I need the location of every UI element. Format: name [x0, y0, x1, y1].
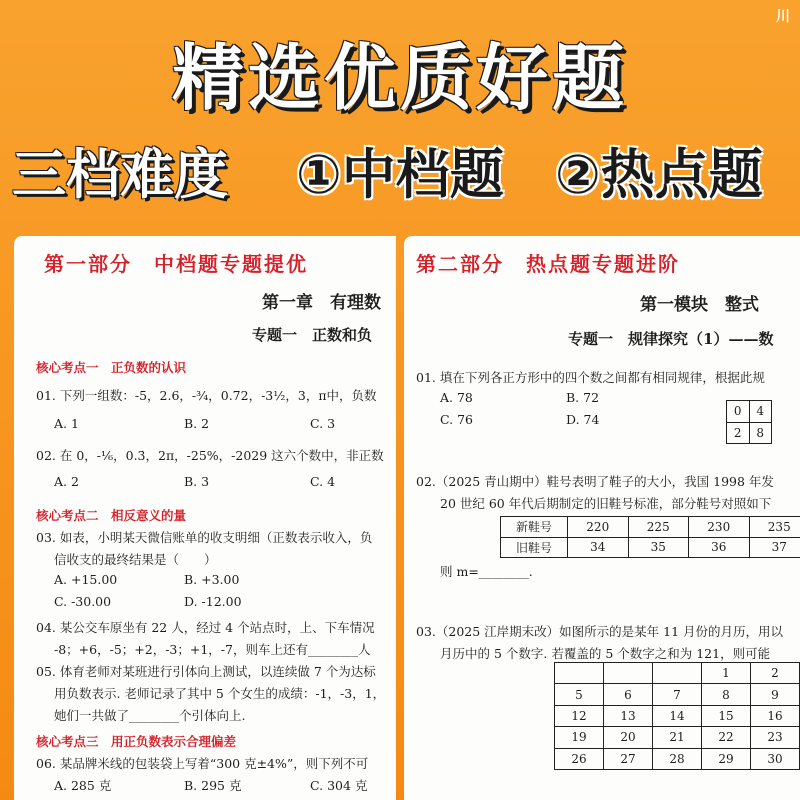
option: B. 3	[184, 474, 210, 489]
table-cell: 37	[749, 537, 800, 558]
calendar-day	[604, 663, 653, 684]
tier-medium-label: ①中档题	[296, 143, 504, 206]
question-text: 05. 体育老师对某班进行引体向上测试，以连续做 7 个为达标	[36, 664, 376, 679]
question-text: 02. 在 0，-⅙，0.3̇，2π，-25%，-2029 这六个数中，非正数	[36, 448, 384, 463]
chapter-title: 第一章 有理数	[262, 293, 381, 313]
row-label: 新鞋号	[501, 517, 568, 538]
calendar-day: 12	[555, 705, 604, 726]
calendar-day: 19	[555, 727, 604, 748]
table-cell: 34	[568, 537, 629, 558]
calendar-day	[555, 663, 604, 684]
calendar-day: 16	[751, 705, 800, 726]
question-text: 01. 填在下列各正方形中的四个数之间都有相同规律，根据此规	[416, 370, 765, 385]
calendar-day: 9	[751, 684, 800, 705]
calendar-day: 21	[653, 727, 702, 748]
square-cell: 0	[727, 401, 750, 423]
question-text: 03.（2025 江岸期末改）如图所示的是某年 11 月份的月历，用以	[416, 624, 784, 639]
calendar-day: 27	[604, 748, 653, 769]
topic-title: 专题一 正数和负	[252, 326, 373, 344]
calendar-day: 20	[604, 727, 653, 748]
calendar-day: 14	[653, 705, 702, 726]
month-calendar	[554, 662, 800, 770]
headline: 精选优质好题	[171, 36, 628, 120]
calendar-day: 6	[604, 684, 653, 705]
calendar-day: 23	[751, 727, 800, 748]
square-cell: 4	[749, 401, 772, 423]
option: C. 3	[310, 416, 336, 431]
calendar-day: 13	[604, 705, 653, 726]
part-heading: 第二部分 热点题专题进阶	[416, 252, 680, 276]
question-text: 月历中的 5 个数字. 若覆盖的 5 个数字之和为 121，则可能	[440, 646, 771, 661]
calendar-day: 15	[702, 705, 751, 726]
option: C. 304 克	[310, 778, 368, 793]
table-cell: 35	[628, 537, 689, 558]
question-text: 20 世纪 60 年代后期制定的旧鞋号标准，部分鞋号对照如下	[440, 496, 772, 511]
calendar-day: 1	[702, 663, 751, 684]
table-cell: 235	[749, 517, 800, 538]
corner-mark: 川	[776, 9, 790, 25]
calendar-day	[653, 663, 702, 684]
topic-title: 专题一 规律探究（1）——数	[568, 330, 774, 348]
question-text: 用负数表示. 老师记录了其中 5 个女生的成绩：-1，-3，1，	[54, 686, 386, 701]
calendar-day: 8	[702, 684, 751, 705]
option: A. 78	[440, 390, 473, 405]
calendar-day: 7	[653, 684, 702, 705]
option: C. -30.00	[54, 594, 112, 609]
shoe-size-table	[500, 516, 800, 558]
option: C. 76	[440, 412, 473, 427]
question-text: 03. 如表，小明某天微信账单的收支明细（正数表示收入，负	[36, 530, 373, 545]
row-label: 旧鞋号	[501, 537, 568, 558]
option: B. 2	[184, 416, 210, 431]
left-page	[14, 236, 396, 800]
question-text: 01. 下列一组数：-5，2.6，-¾，0.72，-3½，3，π中，负数	[36, 388, 377, 403]
section-heading: 核心考点一 正负数的认识	[36, 360, 187, 375]
calendar-day: 5	[555, 684, 604, 705]
answer-line: 则 m=________.	[440, 564, 533, 579]
section-heading: 核心考点三 用正负数表示合理偏差	[36, 734, 237, 749]
question-text: 信收支的最终结果是（ ）	[54, 552, 217, 567]
table-cell: 230	[689, 517, 750, 538]
section-heading: 核心考点二 相反意义的量	[36, 508, 187, 523]
table-cell: 225	[628, 517, 689, 538]
module-title: 第一模块 整式	[640, 295, 759, 315]
option: A. +15.00	[54, 572, 118, 587]
tier-hot-label: ②热点题	[555, 143, 763, 206]
option: D. -12.00	[184, 594, 242, 609]
calendar-day: 30	[751, 748, 800, 769]
option: D. 74	[566, 412, 600, 427]
table-cell: 36	[689, 537, 750, 558]
calendar-day: 29	[702, 748, 751, 769]
square-cell: 8	[749, 422, 772, 444]
part-heading: 第一部分 中档题专题提优	[44, 252, 308, 276]
option: B. 72	[566, 390, 600, 405]
calendar-day: 22	[702, 727, 751, 748]
option: A. 1	[54, 416, 79, 431]
number-square	[726, 400, 772, 444]
difficulty-row	[0, 132, 800, 212]
table-cell: 220	[568, 517, 629, 538]
option: B. +3.00	[184, 572, 240, 587]
right-page	[404, 236, 800, 800]
question-text: 02.（2025 青山期中）鞋号表明了鞋子的大小，我国 1998 年发	[416, 474, 774, 489]
difficulty-label: 三档难度	[12, 143, 228, 206]
calendar-day: 2	[751, 663, 800, 684]
option: A. 2	[54, 474, 79, 489]
option: B. 295 克	[184, 778, 242, 793]
square-cell: 2	[727, 422, 750, 444]
question-text: -8；+6，-5；+2，-3；+1，-7，则车上还有________人	[54, 642, 371, 657]
calendar-day: 26	[555, 748, 604, 769]
question-text: 她们一共做了________个引体向上.	[54, 708, 246, 723]
question-text: 06. 某品牌米线的包装袋上写着“300 克±4%”，则下列不可	[36, 756, 369, 771]
option: C. 4	[310, 474, 336, 489]
calendar-day: 28	[653, 748, 702, 769]
question-text: 04. 某公交车原坐有 22 人，经过 4 个站点时，上、下车情况	[36, 620, 375, 635]
option: A. 285 克	[54, 778, 112, 793]
